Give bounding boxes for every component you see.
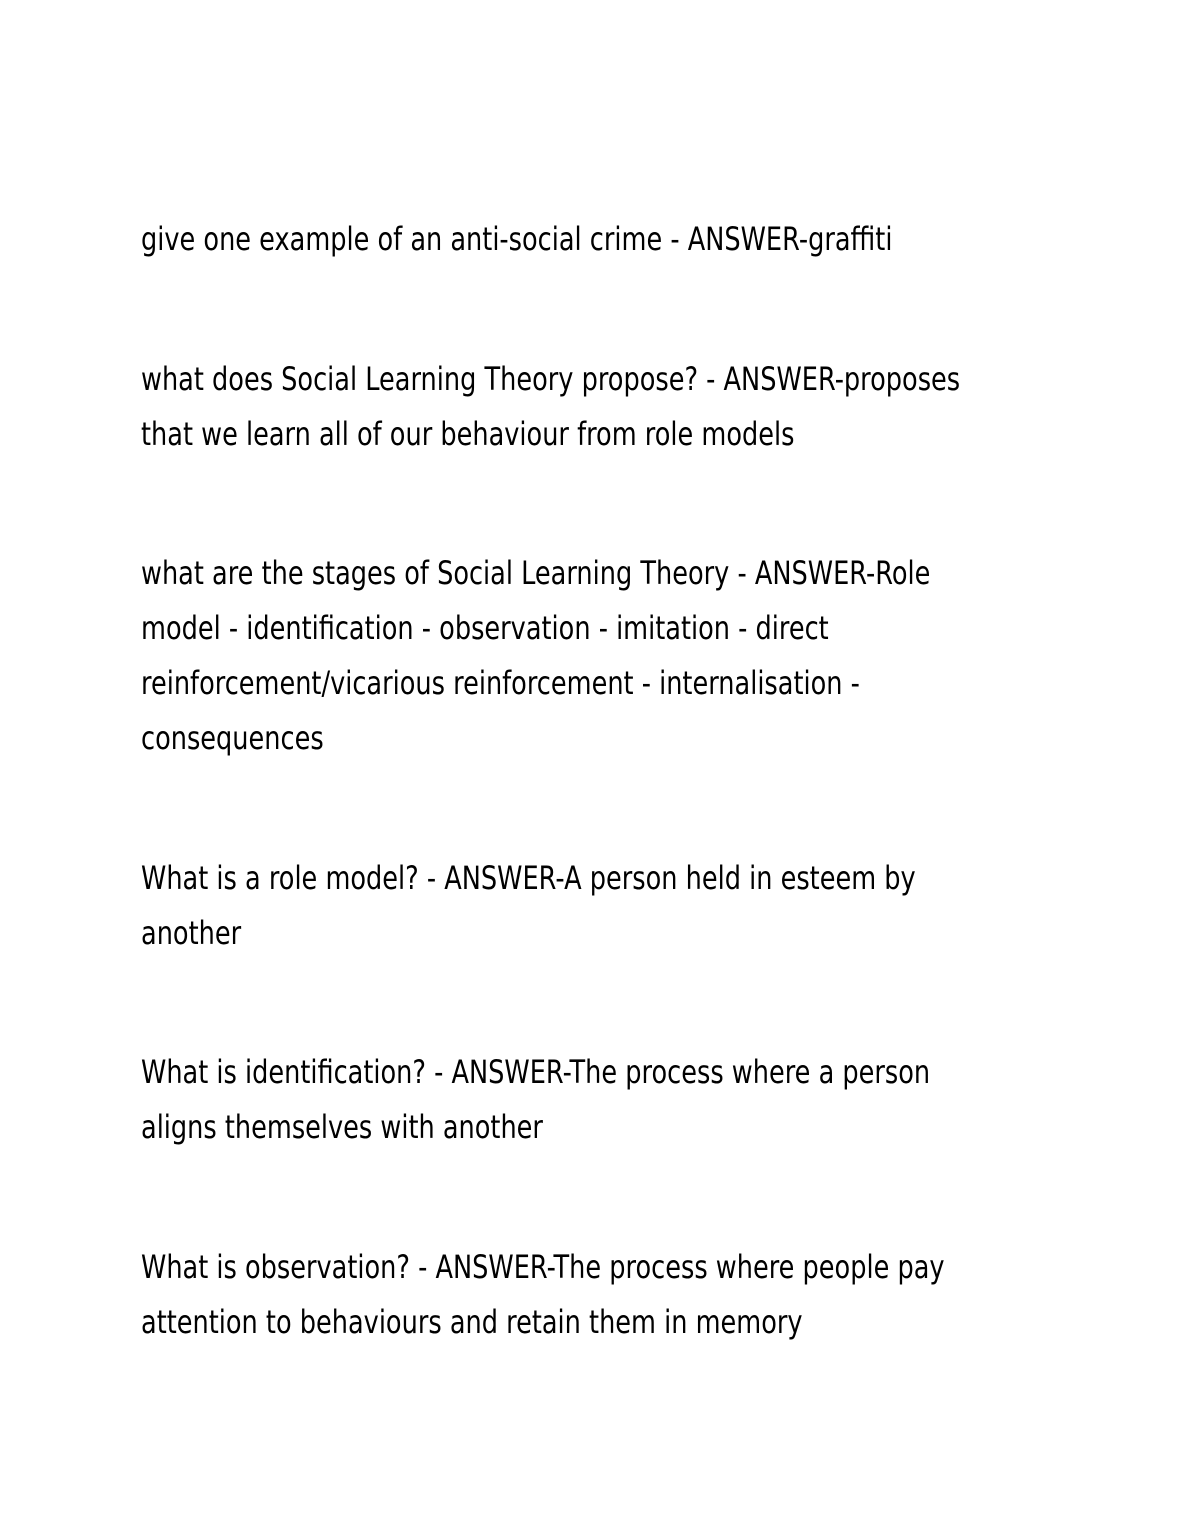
qa-line: another <box>141 914 242 952</box>
qa-line: attention to behaviours and retain them in memory <box>141 1303 803 1341</box>
qa-line: What is identification? - ANSWER-The process where a person <box>141 1053 931 1091</box>
qa-line: what are the stages of Social Learning Theory - ANSWER-Role <box>141 554 931 592</box>
qa-line: consequences <box>141 719 324 757</box>
qa-entry-slt-stages <box>141 546 1021 766</box>
qa-line: What is observation? - ANSWER-The process where people pay <box>141 1248 945 1286</box>
qa-entry-identification <box>141 1045 1021 1155</box>
qa-line: what does Social Learning Theory propose? - ANSWER-proposes <box>141 360 961 398</box>
qa-line: model - identification - observation - imitation - direct <box>141 609 829 647</box>
qa-entry-anti-social-crime <box>141 212 1021 267</box>
qa-line: that we learn all of our behaviour from role models <box>141 415 795 453</box>
qa-entry-social-learning-theory <box>141 352 1021 462</box>
qa-line: give one example of an anti-social crime - ANSWER-graffiti <box>141 220 893 258</box>
qa-line: What is a role model? - ANSWER-A person held in esteem by <box>141 859 916 897</box>
qa-line: aligns themselves with another <box>141 1108 543 1146</box>
qa-entry-observation <box>141 1240 1021 1350</box>
qa-line: reinforcement/vicarious reinforcement - internalisation - <box>141 664 860 702</box>
qa-entry-role-model <box>141 851 1021 961</box>
